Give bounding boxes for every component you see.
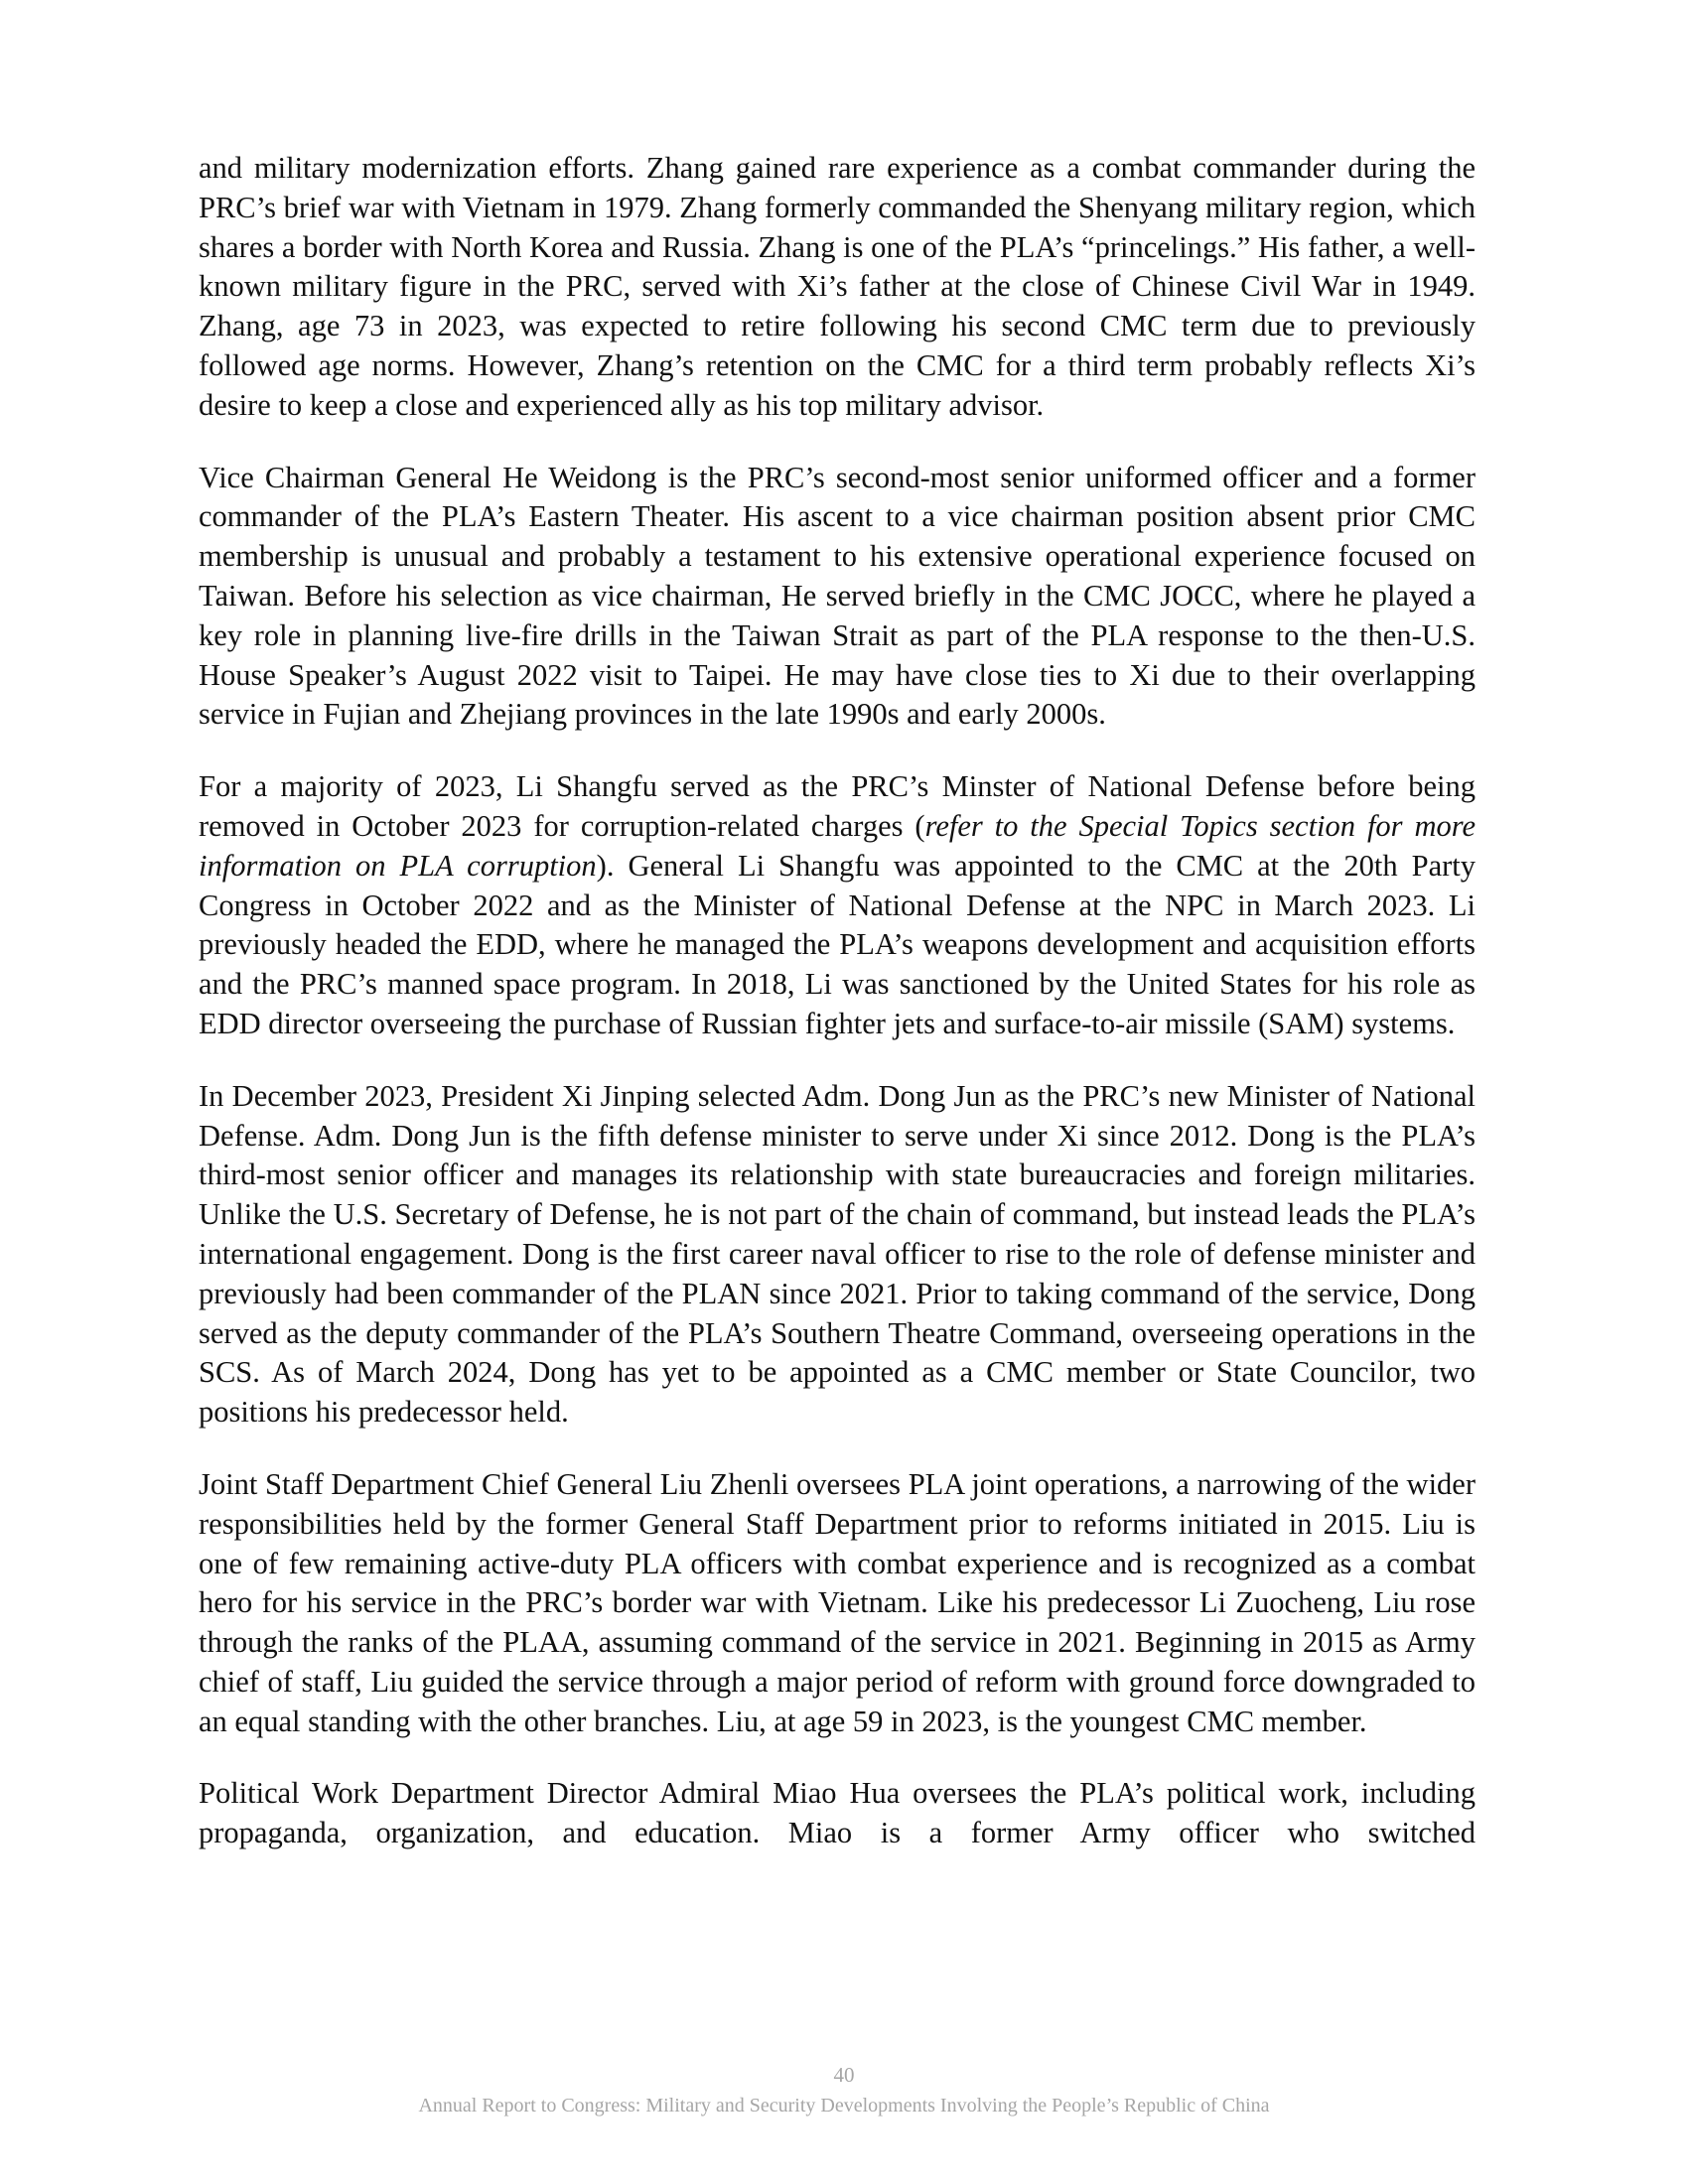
paragraph-text: For a majority of 2023, Li Shangfu served as the PRC’s Minster of National Defense before being removed in October 2023 for corruption-related charges (	[199, 769, 1476, 843]
document-body	[199, 149, 1476, 1886]
italic-reference: refer to the Special Topics section for more information on PLA corruption	[199, 808, 1477, 883]
paragraph-liu-zhenli: Joint Staff Department Chief General Liu Zhenli oversees PLA joint operations, a narrowing of the wider responsibilities held by the former General Staff Department prior to reforms initiated in 2015. Liu is one of few remaining active-duty PLA officers with combat experience and is recognized as a combat hero for his service in the PRC’s border war with Vietnam. Like his predecessor Li Zuocheng, Liu rose through the ranks of the PLAA, assuming command of the service in 2021. Beginning in 2015 as Army chief of staff, Liu guided the service through a major period of reform with ground force downgraded to an equal standing with the other branches. Liu, at age 59 in 2023, is the youngest CMC member.	[199, 1466, 1476, 1738]
paragraph-li-shangfu	[199, 767, 1476, 1044]
paragraph-dong-jun: In December 2023, President Xi Jinping selected Adm. Dong Jun as the PRC’s new Minister of National Defense. Adm. Dong Jun is the fifth defense minister to serve under Xi since 2012. Dong is the PLA’s third-most senior officer and manages its relationship with state bureaucracies and foreign militaries. Unlike the U.S. Secretary of Defense, he is not part of the chain of command, but instead leads the PLA’s international engagement. Dong is the first career naval officer to rise to the role of defense minister and previously had been commander of the PLAN since 2021. Prior to taking command of the service, Dong served as the deputy commander of the PLA’s Southern Theatre Command, overseeing operations in the SCS. As of March 2024, Dong has yet to be appointed as a CMC member or State Councilor, two positions his predecessor held.	[199, 1078, 1476, 1430]
paragraph-zhang: and military modernization efforts. Zhang gained rare experience as a combat commander during the PRC’s brief war with Vietnam in 1979. Zhang formerly commanded the Shenyang military region, which shares a border with North Korea and Russia. Zhang is one of the PLA’s “princelings.” His father, a well-known military figure in the PRC, served with Xi’s father at the close of Chinese Civil War in 1949. Zhang, age 73 in 2023, was expected to retire following his second CMC term due to previously followed age norms. However, Zhang’s retention on the CMC for a third term probably reflects Xi’s desire to keep a close and experienced ally as his top military advisor.	[199, 151, 1476, 422]
paragraph-miao-hua: Political Work Department Director Admiral Miao Hua oversees the PLA’s political work, including propaganda, organization, and education. Miao is a former Army officer who switched	[199, 1776, 1476, 1850]
paragraph-text: ). General Li Shangfu was appointed to the CMC at the 20th Party Congress in October 2022 and as the Minister of National Defense at the NPC in March 2023. Li previously headed the EDD, where he managed the PLA’s weapons development and acquisition efforts and the PRC’s manned space program. In 2018, Li was sanctioned by the United States for his role as EDD director overseeing the purchase of Russian fighter jets and surface-to-air missile (SAM) systems.	[199, 848, 1476, 1040]
paragraph-he-weidong: Vice Chairman General He Weidong is the PRC’s second-most senior uniformed officer and a former commander of the PLA’s Eastern Theater. His ascent to a vice chairman position absent prior CMC membership is unusual and probably a testament to his extensive operational experience focused on Taiwan. Before his selection as vice chairman, He served briefly in the CMC JOCC, where he played a key role in planning live-fire drills in the Taiwan Strait as part of the PLA response to the then-U.S. House Speaker’s August 2022 visit to Taipei. He may have close ties to Xi due to their overlapping service in Fujian and Zhejiang provinces in the late 1990s and early 2000s.	[199, 460, 1476, 732]
page-number: 40	[833, 2063, 855, 2087]
footer-title: Annual Report to Congress: Military and Security Developments Involving the People’s Republic of China	[418, 2095, 1270, 2116]
